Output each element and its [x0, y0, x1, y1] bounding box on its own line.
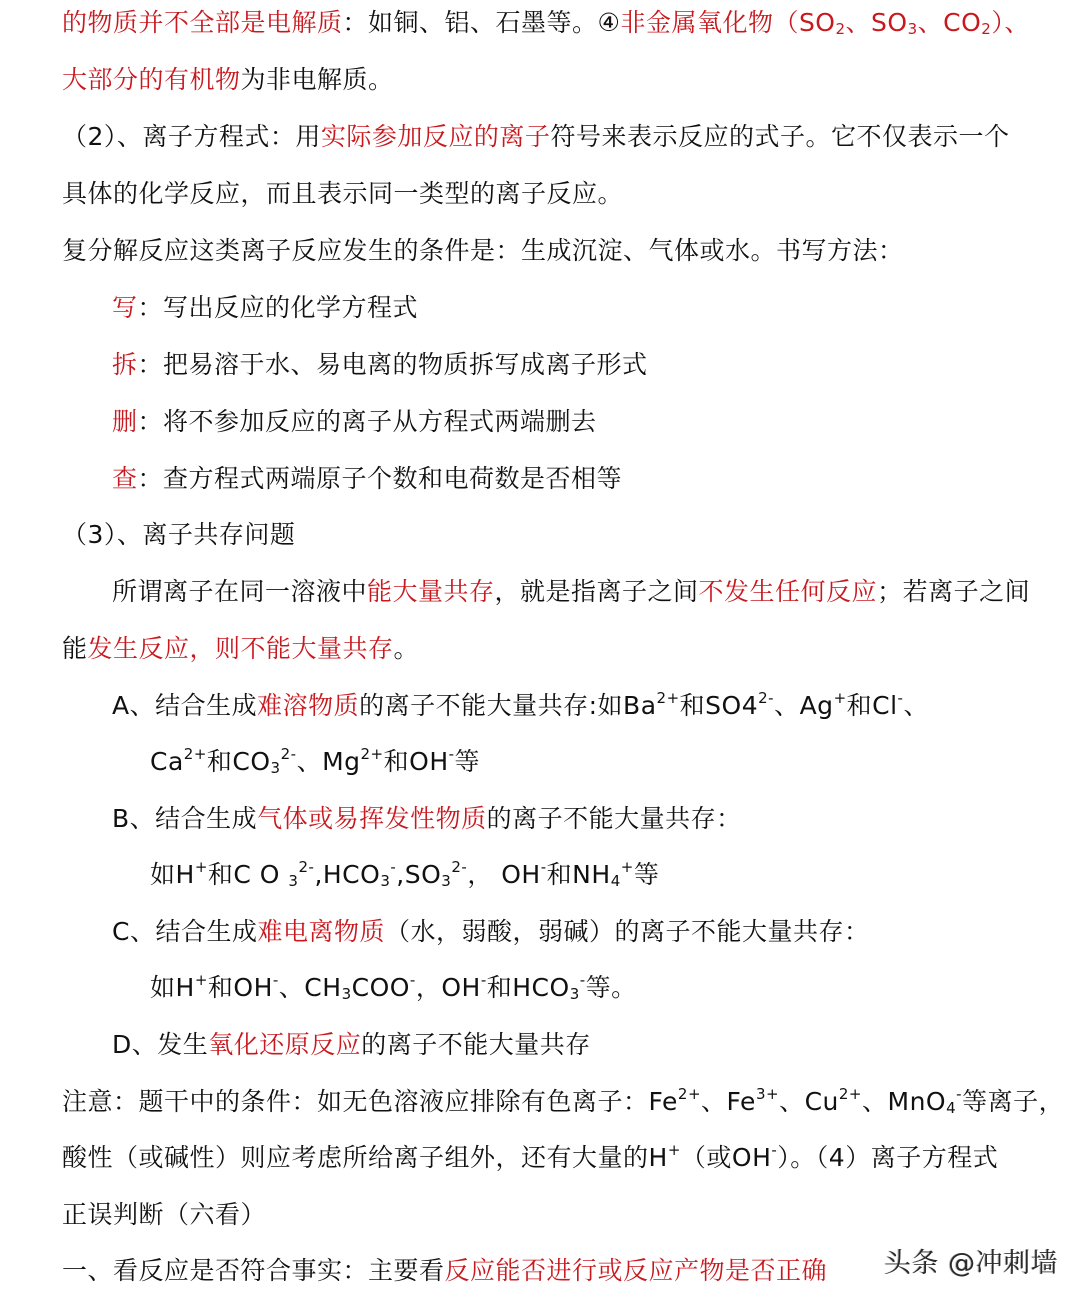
- text-line-ionic-equation-def-cont: [62, 177, 623, 211]
- text-segment: 2-: [298, 858, 315, 876]
- text-segment: +: [620, 858, 634, 876]
- text-segment: -: [480, 971, 487, 989]
- rule-c-weak-electrolyte: [112, 915, 870, 949]
- step-split: [112, 348, 648, 382]
- text-segment: ：将不参加反应的离子从方程式两端删去: [137, 407, 597, 436]
- text-segment: B、结合生成: [112, 804, 258, 833]
- rule-b-gas: [112, 802, 742, 836]
- highlighted-text: 查: [112, 464, 138, 493]
- rule-d-redox: [112, 1028, 591, 1062]
- text-segment: 4: [946, 1099, 957, 1117]
- text-segment: C、结合生成: [112, 917, 258, 946]
- highlighted-text: 难溶物质: [257, 691, 360, 720]
- text-line-electrolyte-note: [62, 6, 1030, 40]
- text-segment: ,SO: [396, 860, 442, 889]
- text-segment: -: [897, 689, 904, 707]
- text-segment: 2+: [677, 1085, 702, 1103]
- text-segment: 、CH: [278, 973, 342, 1002]
- text-segment: 等: [633, 860, 660, 889]
- section-heading-six-checks: [62, 1198, 266, 1232]
- highlighted-text: 的物质并不全部是电解质: [62, 8, 343, 37]
- rule-c-examples: [150, 971, 637, 1005]
- text-segment: 3: [270, 759, 281, 777]
- highlighted-text: 2: [981, 20, 992, 38]
- text-segment: -: [390, 858, 397, 876]
- text-segment: （或OH: [680, 1143, 772, 1172]
- highlighted-text: 、CO: [917, 8, 982, 37]
- text-line-double-decomposition: [62, 234, 904, 268]
- text-segment: 3: [569, 985, 580, 1003]
- text-segment: 的离子不能大量共存：: [486, 804, 742, 833]
- text-segment: 所谓离子在同一溶液中: [112, 577, 368, 606]
- highlighted-text: 不发生任何反应: [698, 577, 878, 606]
- text-segment: 和NH: [546, 860, 611, 889]
- text-segment: +: [667, 1141, 681, 1159]
- text-segment: 2+: [838, 1085, 862, 1103]
- text-segment: 2-: [280, 745, 297, 763]
- text-segment: COO: [351, 973, 410, 1002]
- text-segment: ：写出反应的化学方程式: [137, 293, 419, 322]
- text-segment: D、发生: [112, 1030, 209, 1059]
- text-segment: 2+: [656, 689, 680, 707]
- text-segment: 等: [454, 747, 481, 776]
- text-segment: 和Cl: [846, 691, 898, 720]
- rule-a-examples: [150, 745, 480, 779]
- text-line-coexistence-def: [112, 575, 1030, 609]
- text-segment: ，就是指离子之间: [494, 577, 699, 606]
- text-segment: 等。: [585, 973, 637, 1002]
- text-segment: 3: [341, 985, 352, 1003]
- text-segment: +: [194, 858, 208, 876]
- text-segment: 酸性（或碱性）则应考虑所给离子组外，还有大量的H: [62, 1143, 668, 1172]
- highlighted-text: 大部分的有机物: [62, 65, 241, 94]
- text-segment: 3: [380, 872, 391, 890]
- highlighted-text: 氧化还原反应: [208, 1030, 362, 1059]
- text-segment: 和OH: [207, 973, 273, 1002]
- text-segment: 符号来表示反应的式子。它不仅表示一个: [550, 122, 1010, 151]
- text-segment: -: [272, 971, 279, 989]
- text-segment: 如H: [150, 973, 195, 1002]
- highlighted-text: 实际参加反应的离子: [320, 122, 551, 151]
- text-segment: 一、看反应是否符合事实：主要看: [62, 1256, 445, 1285]
- step-check: [112, 462, 622, 496]
- text-segment: 的离子不能大量共存:如Ba: [359, 691, 657, 720]
- highlighted-text: 删: [112, 407, 138, 436]
- text-segment: ,HCO: [314, 860, 381, 889]
- text-segment: （水，弱酸，弱碱）的离子不能大量共存：: [384, 917, 870, 946]
- text-segment: 能: [62, 634, 88, 663]
- text-segment: A、结合生成: [112, 691, 258, 720]
- text-segment: -: [448, 745, 455, 763]
- highlighted-text: 2: [835, 20, 846, 38]
- step-write: [112, 291, 418, 325]
- highlighted-text: 能大量共存: [367, 577, 495, 606]
- text-segment: 和CO: [206, 747, 271, 776]
- text-segment: 、Cu: [779, 1087, 839, 1116]
- text-segment: 3: [288, 872, 299, 890]
- highlighted-text: 反应能否进行或反应产物是否正确: [444, 1256, 828, 1285]
- text-segment: ，OH: [415, 973, 481, 1002]
- text-segment: 2-: [758, 689, 775, 707]
- text-segment: 注意：题干中的条件：如无色溶液应排除有色离子：Fe: [62, 1087, 678, 1116]
- text-segment: 和HCO: [486, 973, 570, 1002]
- text-segment: 具体的化学反应，而且表示同一类型的离子反应。: [62, 179, 624, 208]
- text-segment: 如H: [150, 860, 195, 889]
- text-segment: +: [194, 971, 208, 989]
- text-segment: 、Ag: [774, 691, 834, 720]
- highlighted-text: 难电离物质: [257, 917, 385, 946]
- rule-a-precipitate: [112, 689, 929, 723]
- highlighted-text: 3: [907, 20, 918, 38]
- text-segment: 复分解反应这类离子反应发生的条件是：生成沉淀、气体或水。书写方法：: [62, 236, 904, 265]
- text-segment: 3: [441, 872, 452, 890]
- text-segment: ， OH: [467, 860, 541, 889]
- text-segment: 2+: [360, 745, 384, 763]
- text-segment: -: [956, 1085, 963, 1103]
- note-colored-ions: [62, 1085, 1064, 1119]
- text-segment: 4: [610, 872, 621, 890]
- text-line-coexistence-def-cont: [62, 632, 419, 666]
- text-line-organic-nonelectrolyte: [62, 63, 394, 97]
- text-segment: 3+: [755, 1085, 780, 1103]
- step-delete: [112, 405, 597, 439]
- highlighted-text: 拆: [112, 350, 138, 379]
- text-segment: 、: [903, 691, 929, 720]
- highlighted-text: 、SO: [845, 8, 908, 37]
- rule-b-examples: [150, 858, 659, 892]
- text-segment: 为非电解质。: [240, 65, 394, 94]
- text-segment: -: [771, 1141, 778, 1159]
- highlighted-text: 发生反应，则不能大量共存: [87, 634, 394, 663]
- text-segment: 、Mg: [296, 747, 361, 776]
- text-segment: 等离子，: [962, 1087, 1065, 1116]
- text-segment: 和OH: [383, 747, 449, 776]
- highlighted-text: 非金属氧化物（SO: [620, 8, 836, 37]
- text-segment: +: [833, 689, 847, 707]
- text-segment: ）。（4）离子方程式: [777, 1143, 999, 1172]
- highlighted-text: 气体或易挥发性物质: [257, 804, 487, 833]
- text-segment: -: [540, 858, 547, 876]
- text-segment: 、MnO: [862, 1087, 947, 1116]
- text-segment: 和SO4: [679, 691, 759, 720]
- watermark: 头条 @冲刺墙: [884, 1248, 1059, 1279]
- text-line-ionic-equation-def: [62, 120, 1009, 154]
- highlighted-text: 写: [112, 293, 138, 322]
- text-segment: （2）、离子方程式：用: [62, 122, 321, 151]
- text-segment: ；若离子之间: [877, 577, 1031, 606]
- note-acidity: [62, 1141, 998, 1175]
- text-segment: ：如铜、铝、石墨等。④: [342, 8, 621, 37]
- text-segment: ：查方程式两端原子个数和电荷数是否相等: [137, 464, 623, 493]
- text-segment: 和C O: [207, 860, 289, 889]
- section-heading-ion-coexistence: [62, 518, 295, 552]
- text-segment: 的离子不能大量共存: [361, 1030, 591, 1059]
- text-segment: -: [579, 971, 586, 989]
- text-segment: -: [409, 971, 416, 989]
- text-segment: 2-: [451, 858, 468, 876]
- text-segment: 正误判断（六看）: [62, 1200, 267, 1229]
- text-segment: 、Fe: [701, 1087, 756, 1116]
- text-segment: ：把易溶于水、易电离的物质拆写成离子形式: [137, 350, 648, 379]
- text-segment: （3）、离子共存问题: [62, 520, 296, 549]
- text-segment: 2+: [183, 745, 207, 763]
- text-segment: Ca: [150, 747, 184, 776]
- highlighted-text: ）、: [991, 8, 1030, 37]
- text-segment: 。: [393, 634, 420, 663]
- check-one-facts: [62, 1254, 827, 1288]
